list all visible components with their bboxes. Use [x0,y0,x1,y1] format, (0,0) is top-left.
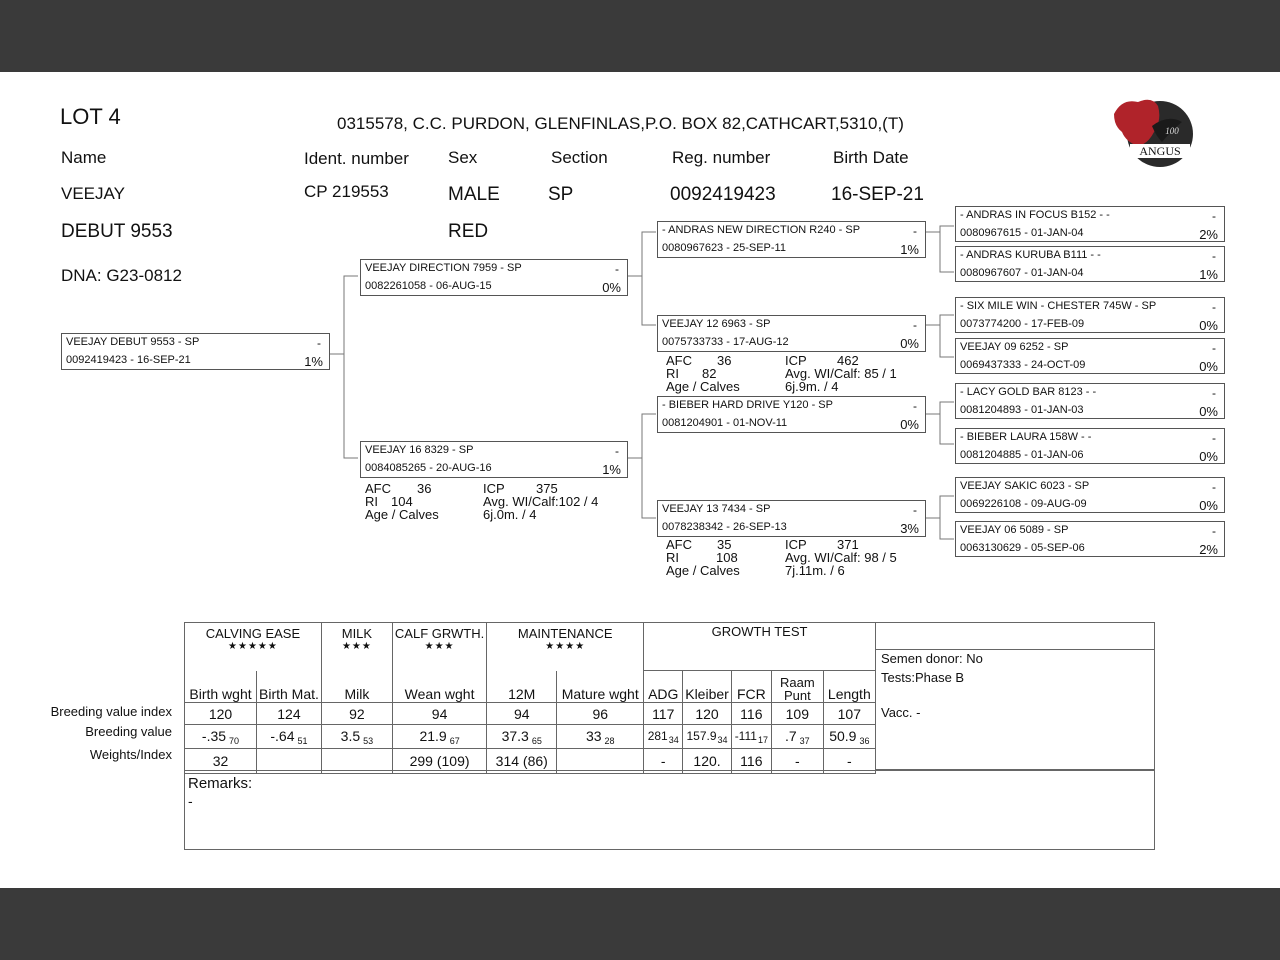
bv-cell: 3.5 $_{53}$ [321,725,392,749]
calving-stars-icon: ★★★★★ [228,641,278,652]
pedigree-box-ggp-4: VEEJAY 09 6252 - SP - 0069437333 - 24-OCT-09 0% [955,338,1225,374]
col-wean-wght: Wean wght [392,671,486,703]
row-label-weights: Weights/Index [89,747,172,762]
animal-dna: DNA: G23-0812 [61,266,182,285]
weights-cell: - [823,749,875,774]
bv-cell: 21.9 $_{67}$ [392,725,486,749]
remarks-box [184,770,1155,850]
lot-number: LOT 4 [60,104,121,129]
animal-sex: MALE [448,184,500,205]
label-reg: Reg. number [672,148,771,167]
dd-ri-value: 108 [716,550,738,565]
group-milk: MILK ★★★ [321,623,392,671]
pedigree-box-sire-sire: - ANDRAS NEW DIRECTION R240 - SP - 0080967623 - 25-SEP-11 1% [657,221,926,258]
label-birth: Birth Date [833,148,909,167]
bv-cell: -.64 $_{51}$ [257,725,322,749]
logo-text: ANGUS [1139,144,1181,158]
pedigree-box-self: VEEJAY DEBUT 9553 - SP - 0092419423 - 16-SEP-21 1% [61,333,330,370]
index-cell: 116 [731,703,771,725]
col-12m: 12M [487,671,557,703]
pedigree-box-dam: VEEJAY 16 8329 - SP - 0084085265 - 20-AUG-16 1% [360,441,628,478]
index-cell: 120 [185,703,257,725]
pedigree-box-ggp-1: - ANDRAS IN FOCUS B152 - - - 0080967615 - 01-JAN-04 2% [955,206,1225,242]
pedigree-box-sire: VEEJAY DIRECTION 7959 - SP - 0082261058 - 06-AUG-15 0% [360,259,628,296]
dam-ri-label: RI [365,494,378,509]
label-section: Section [551,148,608,167]
pedigree-box-ggp-2: - ANDRAS KURUBA B111 - - - 0080967607 - 01-JAN-04 1% [955,246,1225,282]
vaccinations: Vacc. - [881,705,921,720]
breeding-value-row [185,725,876,749]
dd-age-label: Age / Calves [666,563,740,578]
tests-phase: Tests:Phase B [881,670,965,685]
animal-name-line2: DEBUT 9553 [61,221,173,242]
dd-afc-value: 35 [717,537,732,552]
row-label-bv: Breeding value [85,724,172,739]
sd-ri-label: RI [666,366,679,381]
dd-icp-value: 371 [837,537,859,552]
group-maintenance: MAINTENANCE ★★★★ [487,623,644,671]
sd-ri-value: 82 [702,366,717,381]
remarks-label: Remarks: [188,775,253,792]
pedigree-box-dam-dam: VEEJAY 13 7434 - SP - 0078238342 - 26-SEP-13 3% [657,500,926,537]
label-ident: Ident. number [304,149,409,168]
dd-avg-calf: Avg. WI/Calf: 98 / 5 [785,550,897,565]
pedigree-box-dam-sire: - BIEBER HARD DRIVE Y120 - SP - 0081204901 - 01-NOV-11 0% [657,396,926,433]
animal-name-line1: VEEJAY [61,184,125,203]
semen-donor: Semen donor: No [881,651,983,666]
animal-reg: 0092419423 [670,184,776,205]
label-sex: Sex [448,148,478,167]
animal-section: SP [548,184,574,205]
row-label-index: Breeding value index [50,704,172,719]
dam-afc-label: AFC [365,481,391,496]
weights-cell: - [771,749,823,774]
owner-address: 0315578, C.C. PURDON, GLENFINLAS,P.O. BOX 82,CATHCART,5310,(T) [337,114,904,133]
dam-age-value: 6j.0m. / 4 [483,507,537,522]
bv-cell: $281_{34}$ [644,725,683,749]
dam-icp-value: 375 [536,481,558,496]
calf-stars-icon: ★★★ [424,641,455,652]
logo-badge: 100 [1165,126,1179,136]
animal-color: RED [448,221,489,242]
animal-ident: CP 219553 [304,182,389,201]
dam-avg-calf: Avg. WI/Calf:102 / 4 [483,494,599,509]
sd-age-value: 6j.9m. / 4 [785,379,839,394]
col-adg: ADG [644,671,683,703]
dam-icp-label: ICP [483,481,505,496]
label-name: Name [61,148,107,167]
column-header-row [185,671,876,703]
pedigree-name: VEEJAY DEBUT 9553 - SP [66,336,200,348]
index-cell: 92 [321,703,392,725]
bv-cell: $157.9_{34}$ [683,725,732,749]
group-calf-growth: CALF GRWTH. ★★★ [392,623,486,671]
index-cell: 120 [683,703,732,725]
sd-afc-label: AFC [666,353,692,368]
index-cell: 124 [257,703,322,725]
pedigree-box-ggp-5: - LACY GOLD BAR 8123 - - - 0081204893 - 01-JAN-03 0% [955,383,1225,419]
bv-cell: -.35 $_{70}$ [185,725,257,749]
dd-icp-label: ICP [785,537,807,552]
index-cell: 107 [823,703,875,725]
animal-birth: 16-SEP-21 [831,184,924,205]
col-birth-mat: Birth Mat. [257,671,322,703]
index-cell: 94 [392,703,486,725]
index-cell: 94 [487,703,557,725]
col-birth-wght: Birth wght [185,671,257,703]
pedigree-reg: 0092419423 - 16-SEP-21 [66,354,191,366]
weights-cell: 314 (86) [487,749,557,774]
maint-stars-icon: ★★★★ [545,641,586,652]
weights-cell: 116 [731,749,771,774]
group-growth-test: GROWTH TEST [644,623,876,671]
index-cell: 96 [557,703,644,725]
weights-cell: - [644,749,683,774]
pedigree-box-ggp-3: - SIX MILE WIN - CHESTER 745W - SP - 0073774200 - 17-FEB-09 0% [955,297,1225,333]
pedigree-box-sire-dam: VEEJAY 12 6963 - SP - 0075733733 - 17-AUG-12 0% [657,315,926,352]
bv-cell: 33 $_{28}$ [557,725,644,749]
weights-cell: 299 (109) [392,749,486,774]
weights-cell: 120. [683,749,732,774]
pedigree-box-ggp-7: VEEJAY SAKIC 6023 - SP - 0069226108 - 09-AUG-09 0% [955,477,1225,513]
breeding-values-table [184,622,876,774]
pedigree-box-ggp-8: VEEJAY 06 5089 - SP - 0063130629 - 05-SEP-06 2% [955,521,1225,557]
dam-ri-value: 104 [391,494,413,509]
weights-cell: 32 [185,749,257,774]
milk-stars-icon: ★★★ [341,641,372,652]
index-cell: 117 [644,703,683,725]
angus-logo-icon [1112,96,1194,170]
col-mature-wght: Mature wght [557,671,644,703]
sd-avg-calf: Avg. WI/Calf: 85 / 1 [785,366,897,381]
bv-cell: 50.9 $_{36}$ [823,725,875,749]
remarks-value: - [188,793,193,809]
bv-cell: .7 $_{37}$ [771,725,823,749]
bv-cell: $-111_{17}$ [731,725,771,749]
dd-afc-label: AFC [666,537,692,552]
col-length: Length [823,671,875,703]
dam-afc-value: 36 [417,481,432,496]
col-milk: Milk [321,671,392,703]
sd-age-label: Age / Calves [666,379,740,394]
dam-age-label: Age / Calves [365,507,439,522]
dd-age-value: 7j.11m. / 6 [785,563,845,578]
sd-icp-label: ICP [785,353,807,368]
sd-icp-value: 462 [837,353,859,368]
col-raam-punt: Raam Punt [771,671,823,703]
index-row [185,703,876,725]
pedigree-pct: 1% [304,354,323,369]
dd-ri-label: RI [666,550,679,565]
col-fcr: FCR [731,671,771,703]
group-calving-ease: CALVING EASE ★★★★★ [185,623,322,671]
index-cell: 109 [771,703,823,725]
pedigree-certificate [0,72,1280,888]
pedigree-box-ggp-6: - BIEBER LAURA 158W - - - 0081204885 - 01-JAN-06 0% [955,428,1225,464]
col-kleiber: Kleiber [683,671,732,703]
sd-afc-value: 36 [717,353,732,368]
tests-panel [876,622,1155,770]
bv-cell: 37.3 $_{65}$ [487,725,557,749]
